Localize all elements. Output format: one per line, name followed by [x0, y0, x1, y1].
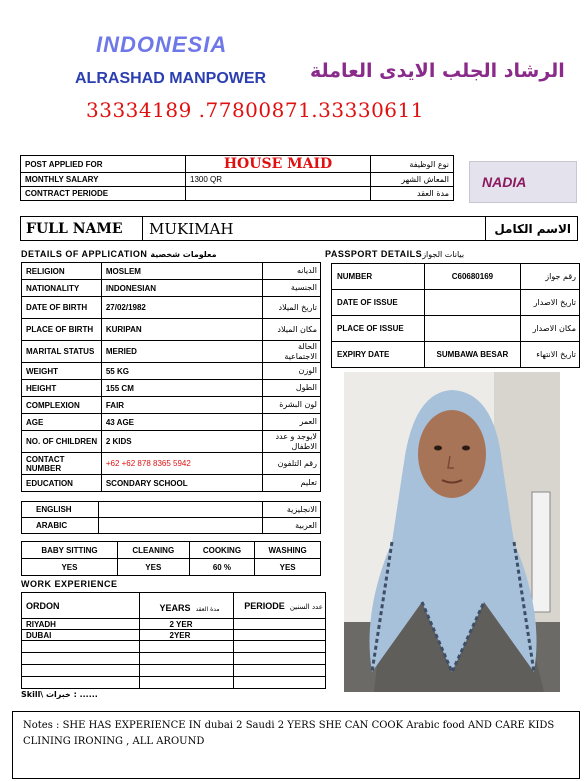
company-name: ALRASHAD MANPOWER — [75, 70, 267, 87]
languages-table — [21, 501, 321, 534]
detail-value: 2 KIDS — [101, 431, 262, 453]
detail-value: 27/02/1982 — [101, 297, 262, 319]
detail-label-arabic: رقم التلفون — [263, 453, 321, 475]
work-cell-empty — [234, 653, 326, 665]
work-country: RIYADH — [22, 619, 140, 630]
detail-value: 155 CM — [101, 380, 262, 397]
full-name-table — [20, 216, 578, 241]
work-row-empty — [22, 677, 326, 689]
detail-label: DATE OF BIRTH — [22, 297, 102, 319]
detail-value: +62 +62 878 8365 5942 — [101, 453, 262, 475]
detail-row — [22, 380, 321, 397]
language-label: ENGLISH — [22, 502, 99, 518]
detail-value: 55 KG — [101, 363, 262, 380]
contract-label: CONTRACT PERIODE — [21, 187, 186, 201]
detail-label-arabic: مكان الميلاد — [263, 319, 321, 341]
skill-header: BABY SITTING — [22, 542, 118, 559]
language-value — [98, 502, 262, 518]
detail-value: KURIPAN — [101, 319, 262, 341]
work-title: WORK EXPERIENCE — [21, 579, 118, 589]
notes-box — [12, 711, 580, 779]
detail-row — [22, 363, 321, 380]
work-country: DUBAI — [22, 630, 140, 641]
detail-row — [22, 263, 321, 280]
detail-label: NO. OF CHILDREN — [22, 431, 102, 453]
work-row — [22, 630, 326, 641]
skills-table — [21, 541, 321, 576]
detail-row — [22, 453, 321, 475]
passport-label: EXPIRY DATE — [332, 342, 425, 368]
work-row-empty — [22, 641, 326, 653]
passport-row — [332, 316, 580, 342]
language-label-arabic: العربية — [263, 518, 321, 534]
detail-label-arabic: الطول — [263, 380, 321, 397]
detail-label-arabic: تاريخ الميلاد — [263, 297, 321, 319]
detail-label-arabic: الديانه — [263, 263, 321, 280]
details-table — [21, 262, 321, 492]
notes-text: Notes : SHE HAS EXPERIENCE IN dubai 2 Saudi 2 YERS SHE CAN COOK Arabic food AND CARE KIDS CLINING IRONING , ALL AROUND — [23, 720, 555, 747]
work-cell-empty — [234, 641, 326, 653]
detail-label: PLACE OF BIRTH — [22, 319, 102, 341]
detail-row — [22, 341, 321, 363]
detail-row — [22, 431, 321, 453]
detail-label: WEIGHT — [22, 363, 102, 380]
work-cell-empty — [139, 665, 234, 677]
detail-label-arabic: الحالة الاجتماعية — [263, 341, 321, 363]
skill-value: YES — [255, 559, 321, 576]
salary-label-arabic: المعاش الشهر — [371, 173, 454, 187]
detail-label-arabic: الجنسية — [263, 280, 321, 297]
detail-label: HEIGHT — [22, 380, 102, 397]
agent-name: NADIA — [482, 174, 527, 190]
country-title: INDONESIA — [96, 32, 228, 57]
post-label: POST APPLIED FOR — [21, 156, 186, 173]
work-cell-empty — [22, 665, 140, 677]
work-col-ordon: ORDON — [22, 593, 140, 619]
post-label-arabic: نوع الوظيفة — [371, 156, 454, 173]
detail-value: FAIR — [101, 397, 262, 414]
agent-box — [469, 161, 577, 203]
work-cell-empty — [139, 641, 234, 653]
salary-label: MONTHLY SALARY — [21, 173, 186, 187]
company-name-arabic: الرشاد الجلب الايدى العاملة — [310, 60, 565, 82]
work-row-empty — [22, 653, 326, 665]
applicant-portrait-illustration — [344, 372, 560, 692]
detail-row — [22, 280, 321, 297]
detail-row — [22, 297, 321, 319]
work-years: 2YER — [139, 630, 234, 641]
passport-label: NUMBER — [332, 264, 425, 290]
detail-value: 43 AGE — [101, 414, 262, 431]
work-row-empty — [22, 665, 326, 677]
detail-row — [22, 397, 321, 414]
detail-label-arabic: الوزن — [263, 363, 321, 380]
work-cell-empty — [22, 677, 140, 689]
detail-value: SCONDARY SCHOOL — [101, 475, 262, 492]
full-name-label: FULL NAME — [21, 217, 143, 241]
work-col-years: YEARS مدة العقد — [139, 593, 234, 619]
language-row — [22, 518, 321, 534]
full-name-value: MUKIMAH — [143, 217, 486, 241]
passport-label: DATE OF ISSUE — [332, 290, 425, 316]
passport-value — [424, 290, 521, 316]
passport-label-arabic: تاريخ الاصدار — [521, 290, 580, 316]
skill-value: YES — [117, 559, 189, 576]
passport-row — [332, 264, 580, 290]
contract-value — [186, 187, 371, 201]
skill-value: YES — [22, 559, 118, 576]
detail-value: MOSLEM — [101, 263, 262, 280]
work-period — [234, 630, 326, 641]
passport-label: PLACE OF ISSUE — [332, 316, 425, 342]
full-name-label-arabic: الاسم الكامل — [486, 217, 578, 241]
passport-row — [332, 290, 580, 316]
language-label: ARABIC — [22, 518, 99, 534]
work-years: 2 YER — [139, 619, 234, 630]
detail-label: MARITAL STATUS — [22, 341, 102, 363]
work-row — [22, 619, 326, 630]
skill-header: WASHING — [255, 542, 321, 559]
work-cell-empty — [234, 677, 326, 689]
detail-row — [22, 414, 321, 431]
detail-label-arabic: لايوجد و عدد الاطفال — [263, 431, 321, 453]
passport-table — [331, 263, 580, 368]
skill-note: Skill\ خبرات : ...... — [21, 690, 98, 699]
language-value — [98, 518, 262, 534]
passport-row — [332, 342, 580, 368]
work-cell-empty — [234, 665, 326, 677]
detail-label-arabic: العمر — [263, 414, 321, 431]
language-label-arabic: الانجليزية — [263, 502, 321, 518]
passport-label-arabic: رقم جواز — [521, 264, 580, 290]
passport-title: PASSPORT DETAILSبيانات الجواز — [325, 249, 465, 259]
work-cell-empty — [22, 653, 140, 665]
detail-value: INDONESIAN — [101, 280, 262, 297]
applicant-photo — [344, 372, 560, 692]
contract-label-arabic: مدة العقد — [371, 187, 454, 201]
detail-label: EDUCATION — [22, 475, 102, 492]
detail-value: MERIED — [101, 341, 262, 363]
job-table — [20, 155, 454, 201]
passport-value: SUMBAWA BESAR — [424, 342, 521, 368]
details-title: DETAILS OF APPLICATION معلومات شخصية — [21, 249, 217, 259]
detail-label-arabic: لون البشرة — [263, 397, 321, 414]
post-value: HOUSE MAID — [186, 156, 371, 173]
passport-label-arabic: تاريخ الانتهاء — [521, 342, 580, 368]
detail-row — [22, 319, 321, 341]
detail-label-arabic: تعليم — [263, 475, 321, 492]
passport-label-arabic: مكان الاصدار — [521, 316, 580, 342]
salary-value: 1300 QR — [186, 173, 371, 187]
work-table — [21, 592, 326, 689]
detail-label: CONTACT NUMBER — [22, 453, 102, 475]
skill-header: COOKING — [189, 542, 255, 559]
passport-value: C60680169 — [424, 264, 521, 290]
passport-value — [424, 316, 521, 342]
detail-row — [22, 475, 321, 492]
detail-label: COMPLEXION — [22, 397, 102, 414]
language-row — [22, 502, 321, 518]
phone-numbers: 33334189 .77800871.33330611 — [86, 98, 424, 122]
work-cell-empty — [22, 641, 140, 653]
work-cell-empty — [139, 677, 234, 689]
detail-label: RELIGION — [22, 263, 102, 280]
work-cell-empty — [139, 653, 234, 665]
work-period — [234, 619, 326, 630]
detail-label: AGE — [22, 414, 102, 431]
work-col-period: PERIODE عدد السنين — [234, 593, 326, 619]
skill-header: CLEANING — [117, 542, 189, 559]
skill-value: 60 % — [189, 559, 255, 576]
detail-label: NATIONALITY — [22, 280, 102, 297]
